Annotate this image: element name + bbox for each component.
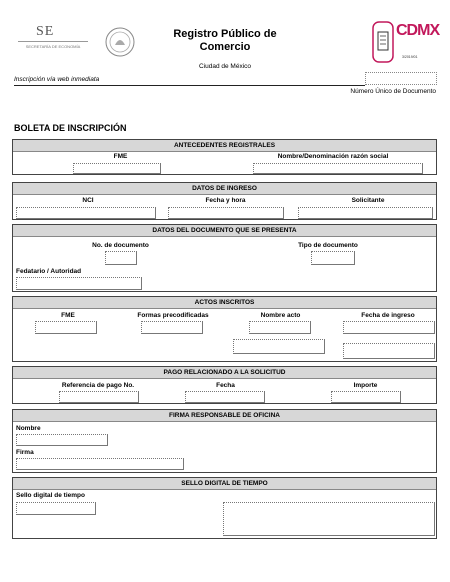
firma-firma-field[interactable]	[16, 458, 184, 470]
firma-nombre-field[interactable]	[16, 434, 108, 446]
firma-firma-label: Firma	[16, 449, 34, 456]
section-firma	[12, 409, 437, 473]
inscripcion-label: Inscripción vía web inmediata	[14, 76, 100, 83]
cdmx-logo-text: CDMX	[396, 22, 440, 39]
coat-of-arms-seal-icon	[104, 26, 136, 58]
pago-importe-label: Importe	[353, 382, 378, 389]
se-logo	[12, 22, 94, 58]
antecedentes-fme-label: FME	[113, 153, 128, 160]
section-antecedentes-title: ANTECEDENTES REGISTRALES	[13, 140, 436, 152]
datos-ingreso-nci-label: NCI	[82, 197, 94, 204]
antecedentes-fme-field[interactable]	[73, 163, 161, 174]
antecedentes-nombre-field[interactable]	[253, 163, 423, 174]
section-documento-title: DATOS DEL DOCUMENTO QUE SE PRESENTA	[13, 225, 436, 237]
page-subtitle: Ciudad de México	[198, 63, 252, 70]
pago-importe-field[interactable]	[331, 391, 401, 403]
pago-referencia-label: Referencia de pago No.	[61, 382, 135, 389]
datos-ingreso-solicitante-field[interactable]	[298, 207, 433, 219]
datos-ingreso-nci-field[interactable]	[16, 207, 156, 219]
cdmx-emblem-icon	[372, 20, 394, 64]
actos-fme-label: FME	[61, 312, 75, 319]
sello-label: Sello digital de tiempo	[16, 492, 85, 499]
se-logo-rule	[18, 41, 88, 42]
documento-no-field[interactable]	[105, 251, 137, 265]
pago-fecha-label: Fecha	[216, 382, 235, 389]
actos-fme-field[interactable]	[35, 321, 97, 334]
pago-referencia-field[interactable]	[59, 391, 139, 403]
pago-fecha-field[interactable]	[185, 391, 265, 403]
section-datos-ingreso-title: DATOS DE INGRESO	[13, 183, 436, 195]
actos-nombre-label: Nombre acto	[260, 312, 301, 319]
actos-fecha-field-2[interactable]	[343, 343, 435, 359]
documento-fedatario-field[interactable]	[16, 277, 142, 290]
actos-nombre-field[interactable]	[249, 321, 311, 334]
section-sello-title: SELLO DIGITAL DE TIEMPO	[13, 478, 436, 490]
section-actos-title: ACTOS INSCRITOS	[13, 297, 436, 309]
nud-field[interactable]	[365, 72, 437, 85]
section-firma-title: FIRMA RESPONSABLE DE OFICINA	[13, 410, 436, 422]
section-sello	[12, 477, 437, 539]
se-logo-text: SE	[36, 24, 55, 39]
datos-ingreso-solicitante-label: Solicitante	[351, 197, 385, 204]
datos-ingreso-fecha-field[interactable]	[168, 207, 284, 219]
inscripcion-rule	[14, 85, 365, 86]
section-datos-ingreso	[12, 182, 437, 220]
boleta-title: BOLETA DE INSCRIPCIÓN	[14, 123, 127, 133]
actos-nombre-field-2[interactable]	[233, 339, 325, 354]
section-pago	[12, 366, 437, 404]
section-antecedentes	[12, 139, 437, 175]
sello-field[interactable]	[16, 502, 96, 515]
actos-formas-label: Formas precodificadas	[137, 312, 209, 319]
section-documento	[12, 224, 437, 292]
documento-tipo-field[interactable]	[311, 251, 355, 265]
actos-fecha-field[interactable]	[343, 321, 435, 334]
se-logo-subtext: SECRETARÍA DE ECONOMÍA	[25, 44, 81, 49]
documento-no-label: No. de documento	[92, 242, 149, 249]
cdmx-logo	[372, 20, 438, 64]
actos-fecha-label: Fecha de ingreso	[361, 312, 415, 319]
datos-ingreso-fecha-label: Fecha y hora	[205, 197, 246, 204]
documento-fedatario-label: Fedatario / Autoridad	[16, 268, 82, 275]
section-actos	[12, 296, 437, 362]
antecedentes-nombre-label: Nombre/Denominación razón social	[277, 153, 389, 160]
firma-nombre-label: Nombre	[16, 425, 41, 432]
nud-label: Número Único de Documento	[350, 88, 436, 95]
page-title	[150, 28, 300, 54]
documento-tipo-label: Tipo de documento	[298, 242, 358, 249]
actos-formas-field[interactable]	[141, 321, 203, 334]
page-title-line2: Comercio	[199, 41, 251, 53]
sello-digital-box[interactable]	[223, 502, 435, 536]
cdmx-logo-code: 3/2019/01	[402, 55, 418, 59]
page-title-line1: Registro Público de	[173, 28, 277, 40]
section-pago-title: PAGO RELACIONADO A LA SOLICITUD	[13, 367, 436, 379]
